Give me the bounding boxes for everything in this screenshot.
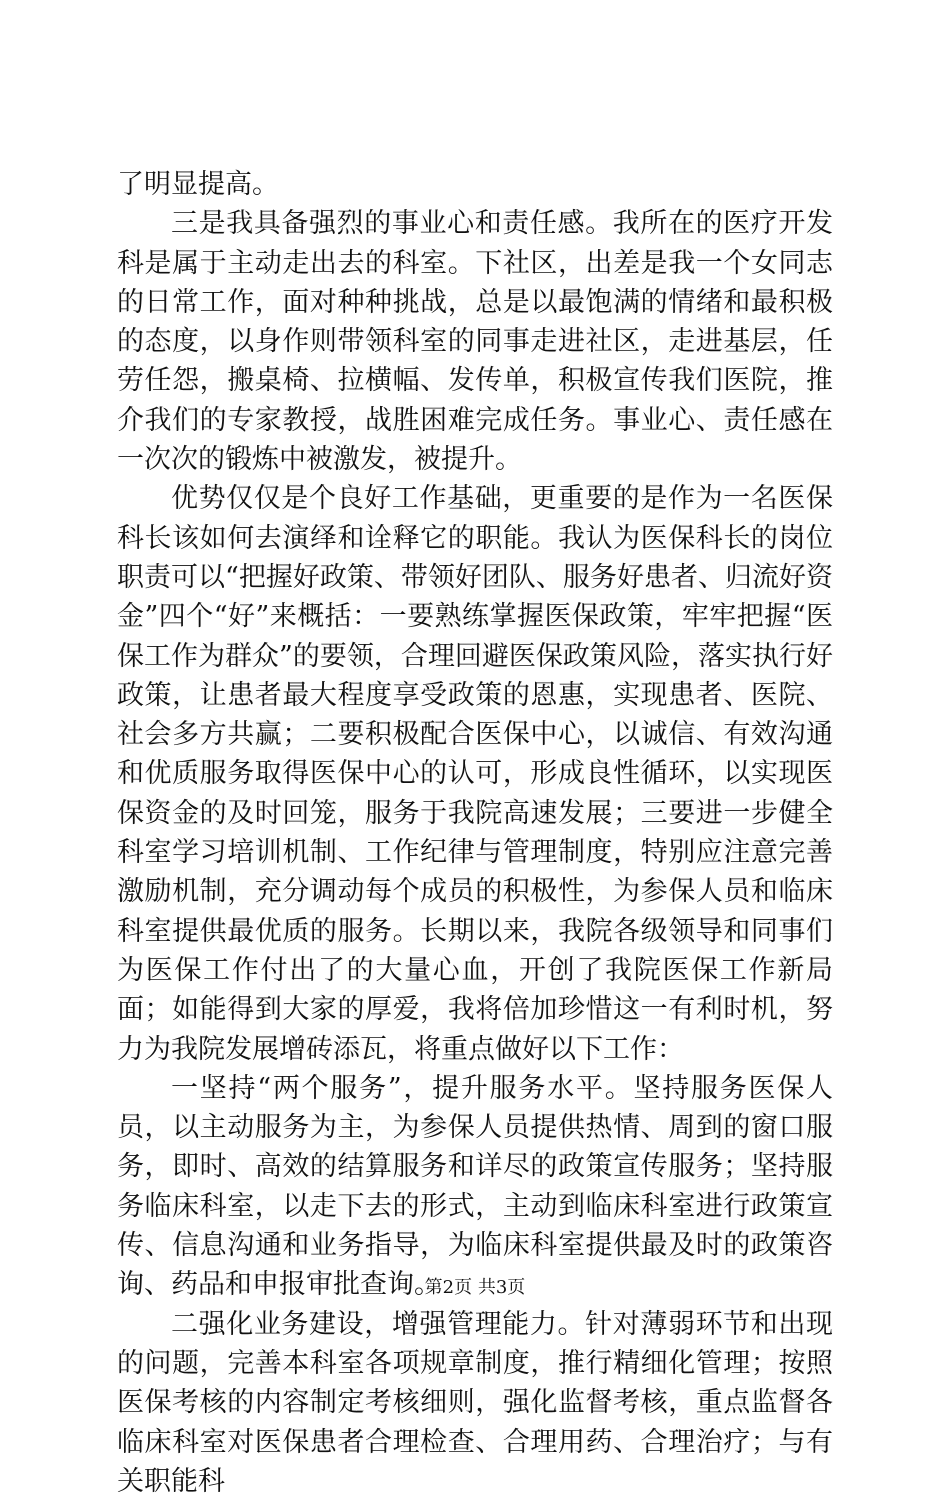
- paragraph-continuation: 了明显提高。: [117, 169, 279, 200]
- paragraph-two-services: 一坚持“两个服务”，提升服务水平。坚持服务医保人员，以主动服务为主，为参保人员提供热情、周到的窗口服务，即时、高效的结算服务和详尽的政策宣传服务；坚持服务临床科室，以走下去的形式，主动到临床科室进行政策宣传、信息沟通和业务指导，为临床科室提供最及时的政策咨询、药品和申报审批查询。: [117, 1072, 833, 1301]
- page-number-footer: 第2页 共3页: [424, 1277, 526, 1298]
- paragraph-business-building: 二强化业务建设，增强管理能力。针对薄弱环节和出现的问题，完善本科室各项规章制度，推行精细化管理；按照医保考核的内容制定考核细则，强化监督考核，重点监督各临床科室对医保患者合理检查、合理用药、合理治疗；与有关职能科: [117, 1308, 833, 1497]
- paragraph-role-duties: 优势仅仅是个良好工作基础，更重要的是作为一名医保科长该如何去演绎和诠释它的职能。我认为医保科长的岗位职责可以“把握好政策、带领好团队、服务好患者、归流好资金”四个“好”来概括：一要熟练掌握医保政策，牢牢把握“医保工作为群众”的要领，合理回避医保政策风险，落实执行好政策，让患者最大程度享受政策的恩惠，实现患者、医院、社会多方共赢；二要积极配合医保中心，以诚信、有效沟通和优质服务取得医保中心的认可，形成良性循环，以实现医保资金的及时回笼，服务于我院高速发展；三要进一步健全科室学习培训机制、工作纪律与管理制度，特别应注意完善激励机制，充分调动每个成员的积极性，为参保人员和临床科室提供最优质的服务。长期以来，我院各级领导和同事们为医保工作付出了的大量心血，开创了我院医保工作新局面；如能得到大家的厚爱，我将倍加珍惜这一有利时机，努力为我院发展增砖添瓦，将重点做好以下工作：: [117, 483, 833, 1065]
- paragraph-career-dedication: 三是我具备强烈的事业心和责任感。我所在的医疗开发科是属于主动走出去的科室。下社区，出差是我一个女同志的日常工作，面对种种挑战，总是以最饱满的情绪和最积极的态度，以身作则带领科室的同事走进社区，走进基层，任劳任怨，搬桌椅、拉横幅、发传单，积极宣传我们医院，推介我们的专家教授，战胜困难完成任务。事业心、责任感在一次次的锻炼中被激发，被提升。: [117, 208, 833, 476]
- document-body: [117, 165, 833, 1501]
